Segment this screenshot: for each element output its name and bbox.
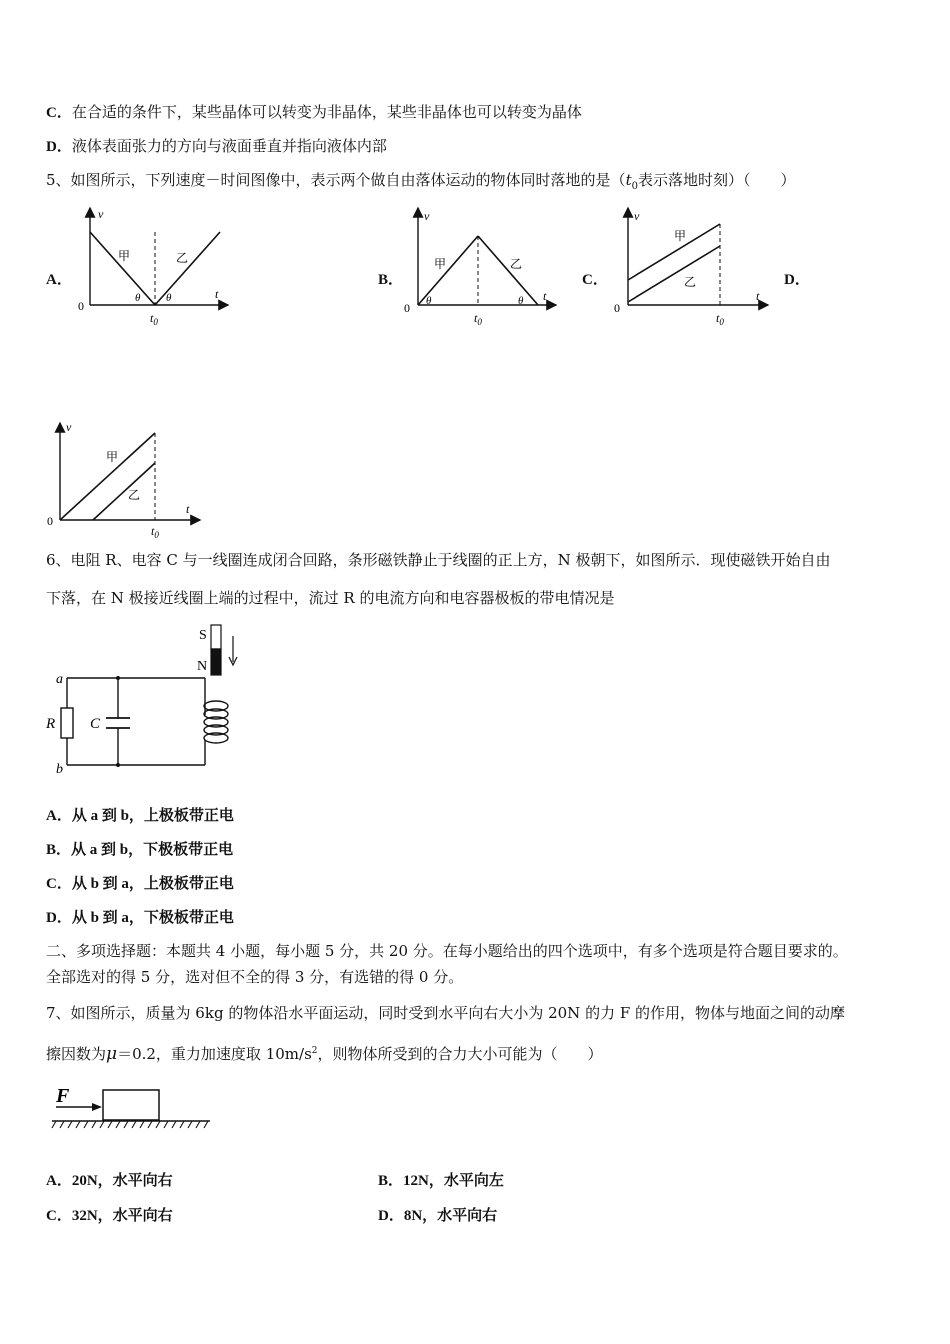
t0-label: $t_0$ [150, 311, 158, 327]
n-label: N [197, 659, 208, 674]
q7-force-diagram [48, 1080, 218, 1140]
origin-label: 0 [47, 514, 53, 528]
section2-header-line2: 全部选对的得 5 分，选对但不全的得 3 分，有选错的得 0 分。 [46, 968, 464, 986]
t-label: t [186, 502, 190, 516]
t-label: t [756, 289, 760, 303]
coil [204, 701, 228, 743]
line-yi [628, 246, 720, 302]
q5-graph-a [70, 200, 240, 330]
stem-text: ，则物体所受到的合力大小可能为（ ） [317, 1045, 603, 1063]
q7-option-b [378, 1170, 504, 1191]
mu-symbol: μ [106, 1044, 118, 1064]
option-letter: D． [46, 139, 72, 155]
node-b-label: b [56, 762, 63, 777]
line-yi [93, 463, 155, 520]
t-label: t [215, 287, 219, 301]
jia-label: 甲 [118, 249, 131, 263]
q6-option-c [46, 873, 234, 894]
resistor-r [61, 708, 73, 738]
option-text: 在合适的条件下，某些晶体可以转变为非晶体，某些非晶体也可以转变为晶体 [71, 103, 582, 121]
origin-label: 0 [404, 301, 410, 315]
q6-circuit-diagram [40, 620, 260, 785]
theta-label: θ [518, 295, 524, 307]
q5-graph-d [40, 415, 210, 545]
force-label: F [56, 1085, 70, 1107]
q4-option-c [46, 102, 582, 123]
jia-label: 甲 [434, 257, 447, 271]
ground-hatch [52, 1121, 208, 1128]
q6-option-d [46, 907, 234, 928]
stem-text-end: 表示落地时刻）（ ） [637, 171, 796, 189]
q5-graph-c [610, 200, 780, 330]
option-letter: B． [378, 1173, 404, 1189]
q7-option-d [378, 1205, 497, 1226]
q5-option-a-label: A． [46, 272, 72, 288]
origin-label: 0 [78, 299, 84, 313]
magnet-s-pole [211, 625, 221, 649]
option-letter: D． [378, 1208, 404, 1224]
v-label: v [66, 420, 72, 434]
r-label: R [46, 716, 56, 732]
yi-label: 乙 [510, 257, 523, 271]
stem-text: ＝0.2，重力加速度取 10m/s [117, 1045, 312, 1063]
yi-label: 乙 [176, 251, 189, 265]
option-text: 32N，水平向右 [71, 1208, 173, 1224]
option-letter: D． [46, 910, 72, 926]
stem-text: 擦因数为 [46, 1045, 107, 1063]
superscript: 2 [311, 1046, 318, 1056]
t-label: t [543, 289, 547, 303]
jia-label: 甲 [106, 450, 119, 464]
q5-stem [46, 170, 795, 197]
jia-label: 甲 [674, 229, 687, 243]
option-text: 液体表面张力的方向与液面垂直并指向液体内部 [71, 137, 387, 155]
q6-option-b [46, 839, 233, 860]
v-label: v [98, 207, 104, 221]
q5-option-d-label: D． [784, 272, 810, 288]
q7-stem-line1: 7、如图所示，质量为 6kg 的物体沿水平面运动，同时受到水平向右大小为 20N 的力 F 的作用，物体与地面之间的动摩 [46, 1004, 846, 1022]
t0-label: $t_0$ [151, 524, 159, 540]
section2-header-line1: 二、多项选择题：本题共 4 小题，每小题 5 分，共 20 分。在每小题给出的四个选项中，有多个选项是符合题目要求的。 [46, 942, 848, 960]
question-number: 5、 [46, 171, 71, 189]
option-letter: C． [46, 876, 72, 892]
v-label: v [424, 209, 430, 223]
q7-option-a [46, 1170, 173, 1191]
q5-option-c-label: C． [582, 272, 608, 288]
t0-label: $t_0$ [474, 311, 482, 327]
yi-label: 乙 [128, 488, 141, 502]
yi-label: 乙 [684, 275, 697, 289]
t0-subscript: 0 [631, 181, 638, 192]
t0-label: $t_0$ [716, 311, 724, 327]
q4-option-d [46, 136, 387, 157]
option-letter: C． [46, 1208, 72, 1224]
option-letter: A． [46, 808, 72, 824]
q6-stem-line1: 6、电阻 R、电容 C 与一线圈连成闭合回路，条形磁铁静止于线圈的正上方，N 极朝下，如图所示．现使磁铁开始自由 [46, 551, 831, 569]
line-yi [155, 232, 220, 305]
option-letter: C． [46, 105, 72, 121]
option-text: 20N，水平向右 [71, 1173, 173, 1189]
q6-option-a [46, 805, 234, 826]
q7-stem-line2 [46, 1041, 603, 1064]
option-letter: B． [46, 842, 72, 858]
stem-text: 如图所示，下列速度－时间图像中，表示两个做自由落体运动的物体同时落地的是（ [70, 171, 626, 189]
q5-option-b-label: B． [378, 272, 404, 288]
block [103, 1090, 159, 1120]
theta-label: θ [166, 292, 172, 304]
theta-label: θ [135, 292, 141, 304]
node-a-label: a [56, 672, 63, 687]
option-text: 8N，水平向右 [403, 1208, 498, 1224]
s-label: S [199, 628, 207, 643]
theta-label: θ [426, 295, 432, 307]
t0-symbol: t [625, 171, 632, 189]
q7-option-c [46, 1205, 173, 1226]
option-text: 从 b 到 a，下极板带正电 [71, 910, 234, 926]
origin-label: 0 [614, 301, 620, 315]
line-yi [478, 236, 538, 305]
c-label: C [90, 716, 101, 732]
q5-graph-b [398, 200, 568, 330]
option-text: 从 b 到 a，上极板带正电 [71, 876, 234, 892]
line-jia [90, 232, 155, 305]
q6-stem-line2: 下落，在 N 极接近线圈上端的过程中，流过 R 的电流方向和电容器极板的带电情况是 [46, 589, 615, 607]
v-label: v [634, 209, 640, 223]
option-text: 从 a 到 b，下极板带正电 [71, 842, 234, 858]
magnet-n-pole [211, 649, 221, 675]
option-letter: A． [46, 1173, 72, 1189]
option-text: 从 a 到 b，上极板带正电 [71, 808, 234, 824]
option-text: 12N，水平向左 [403, 1173, 504, 1189]
